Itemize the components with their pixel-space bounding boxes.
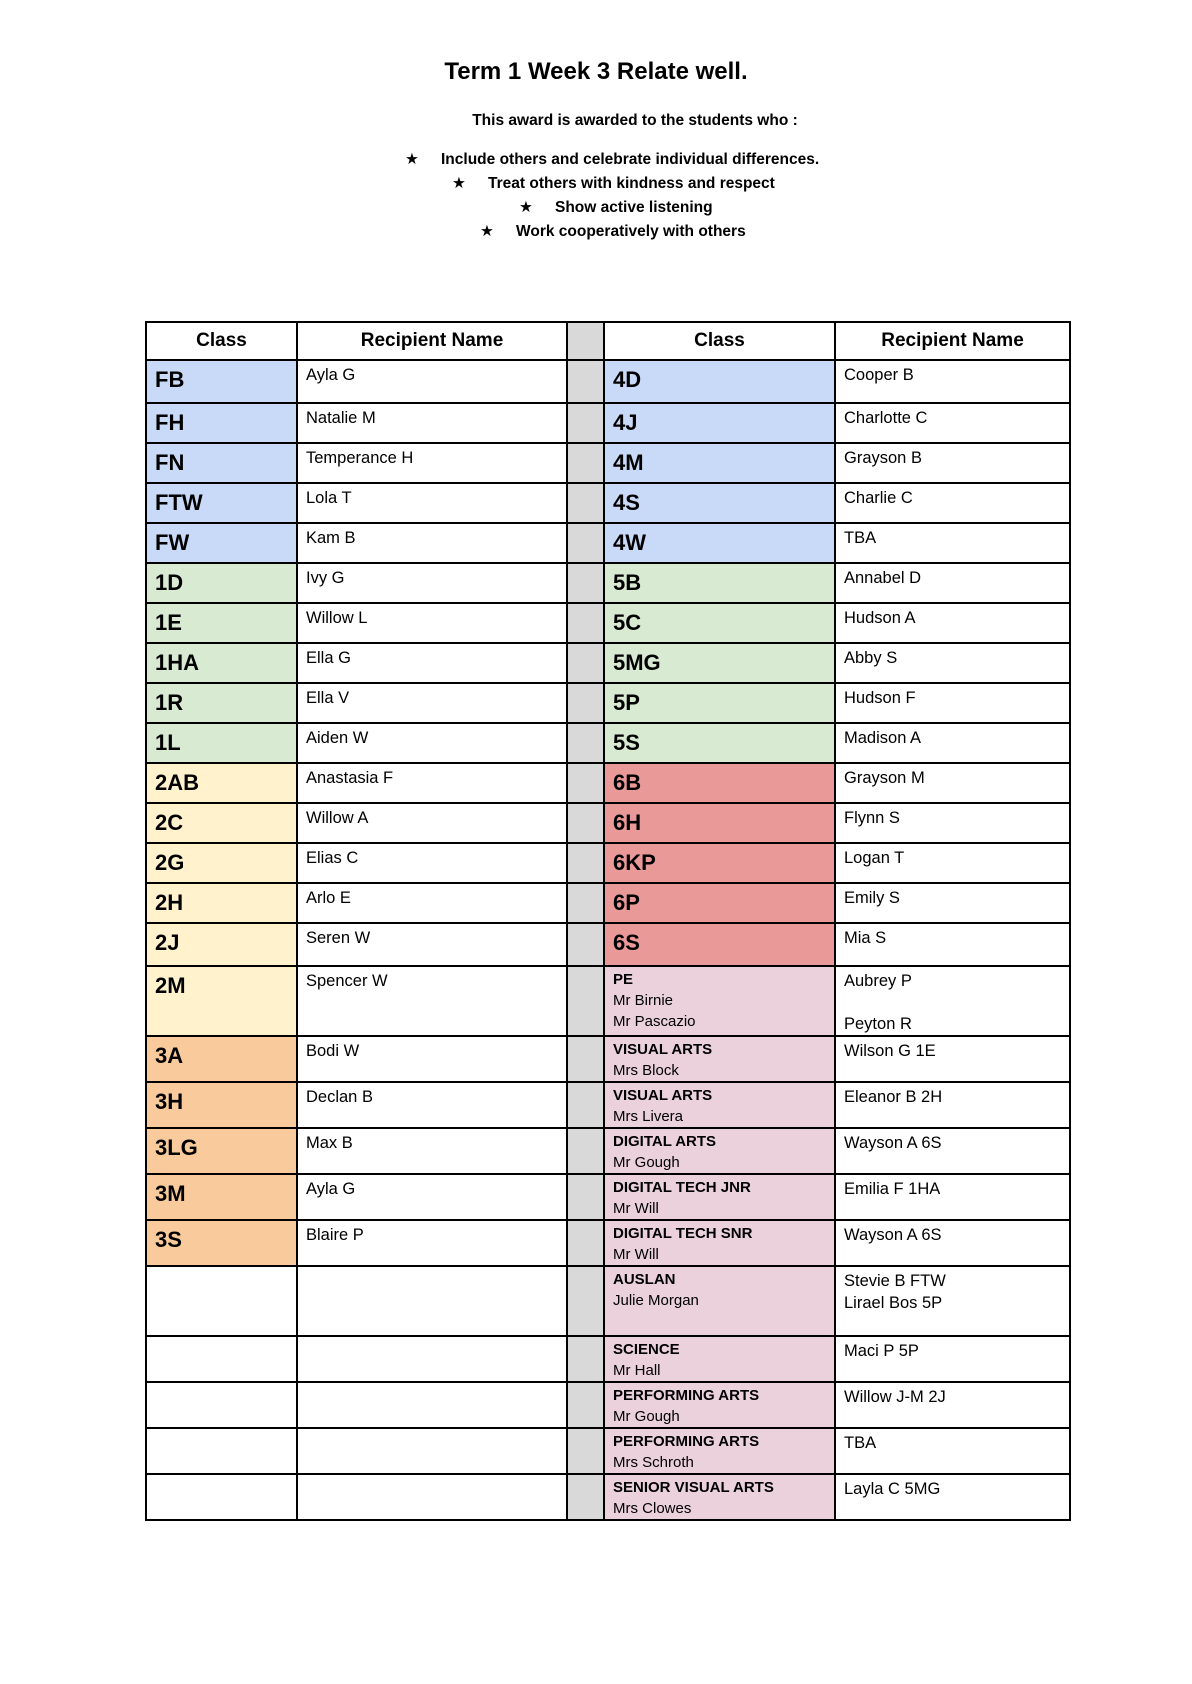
awards-table [145, 321, 1071, 1521]
table-row [146, 966, 1070, 1036]
class-cell: 2AB [146, 763, 297, 803]
spacer-cell [567, 966, 604, 1036]
recipient-cell: Blaire P [297, 1220, 567, 1266]
recipient-cell: Natalie M [297, 403, 567, 443]
table-row [146, 1220, 1070, 1266]
class-cell [146, 1266, 297, 1336]
class-cell: 5C [604, 603, 835, 643]
recipient-cell: Declan B [297, 1082, 567, 1128]
recipient-cell: Abby S [835, 643, 1070, 683]
star-icon: ★ [405, 151, 419, 168]
teacher-name: Mrs Livera [613, 1108, 684, 1126]
recipient-cell [297, 1336, 567, 1382]
recipient-cell: Charlie C [835, 483, 1070, 523]
specialist-cell [604, 1128, 835, 1174]
class-cell: 2M [146, 966, 297, 1036]
recipient-cell [297, 1428, 567, 1474]
recipient-name: Maci P 5P [844, 1342, 919, 1361]
spacer-cell [567, 843, 604, 883]
class-cell: 2H [146, 883, 297, 923]
class-cell: 2C [146, 803, 297, 843]
subject-label: PERFORMING ARTS [613, 1433, 760, 1451]
recipient-name: TBA [844, 1434, 877, 1453]
specialist-cell [604, 1382, 835, 1428]
recipient-cell: Hudson A [835, 603, 1070, 643]
class-cell [146, 1474, 297, 1520]
class-cell [146, 1336, 297, 1382]
spacer-cell [567, 1336, 604, 1382]
class-cell: 6B [604, 763, 835, 803]
recipient-cell: Temperance H [297, 443, 567, 483]
recipient-cell: Hudson F [835, 683, 1070, 723]
class-cell [146, 1428, 297, 1474]
recipient-cell: Mia S [835, 923, 1070, 966]
class-cell: 2J [146, 923, 297, 966]
class-cell: FW [146, 523, 297, 563]
spacer-cell [567, 1428, 604, 1474]
class-cell: 5P [604, 683, 835, 723]
table-row [146, 523, 1070, 563]
class-cell: 1HA [146, 643, 297, 683]
subject-label: SENIOR VISUAL ARTS [613, 1479, 774, 1497]
page-title: Term 1 Week 3 Relate well. [444, 58, 748, 85]
recipient-cell: Elias C [297, 843, 567, 883]
specialist-cell [604, 1174, 835, 1220]
subject-label: DIGITAL ARTS [613, 1133, 717, 1151]
recipient-cell: Willow L [297, 603, 567, 643]
spacer-cell [567, 1174, 604, 1220]
spacer-cell [567, 322, 604, 360]
spacer-cell [567, 1220, 604, 1266]
class-cell: 4M [604, 443, 835, 483]
class-cell: FH [146, 403, 297, 443]
teacher-name: Julie Morgan [613, 1292, 699, 1310]
subject-label: VISUAL ARTS [613, 1041, 713, 1059]
table-row [146, 1174, 1070, 1220]
spacer-cell [567, 883, 604, 923]
specialist-cell [604, 1428, 835, 1474]
table-row [146, 1336, 1070, 1382]
recipient-name: Aubrey P [844, 972, 912, 990]
recipient-cell [835, 966, 1070, 1036]
specialist-cell [604, 966, 835, 1036]
class-cell: 4J [604, 403, 835, 443]
class-cell: 6KP [604, 843, 835, 883]
recipient-cell [297, 1474, 567, 1520]
table-row [146, 643, 1070, 683]
teacher-name: Mr Birnie [613, 992, 674, 1009]
header-recipient: Recipient Name [297, 322, 567, 360]
class-cell: 3S [146, 1220, 297, 1266]
teacher-name: Mr Pascazio [613, 1013, 696, 1030]
table-row [146, 1128, 1070, 1174]
recipient-cell: Charlotte C [835, 403, 1070, 443]
specialist-cell [604, 1220, 835, 1266]
recipient-name: Eleanor B 2H [844, 1088, 943, 1107]
teacher-name: Mrs Schroth [613, 1454, 694, 1472]
teacher-name: Mr Hall [613, 1362, 661, 1380]
table-row [146, 883, 1070, 923]
table-row [146, 603, 1070, 643]
class-cell: 1E [146, 603, 297, 643]
class-cell: 1D [146, 563, 297, 603]
table-row [146, 763, 1070, 803]
spacer-cell [567, 403, 604, 443]
table-row [146, 843, 1070, 883]
recipient-cell: Willow A [297, 803, 567, 843]
subject-label: DIGITAL TECH SNR [613, 1225, 753, 1243]
spacer-cell [567, 523, 604, 563]
recipient-cell: Lola T [297, 483, 567, 523]
class-cell: 3LG [146, 1128, 297, 1174]
recipient-cell: Ayla G [297, 1174, 567, 1220]
class-cell: 1L [146, 723, 297, 763]
teacher-name: Mrs Block [613, 1062, 679, 1080]
recipient-cell: Flynn S [835, 803, 1070, 843]
table-row [146, 1036, 1070, 1082]
recipient-cell [835, 1174, 1070, 1220]
criteria-item: ★ Treat others with kindness and respect [452, 175, 775, 192]
class-cell: 4W [604, 523, 835, 563]
spacer-cell [567, 603, 604, 643]
recipient-cell: Seren W [297, 923, 567, 966]
class-cell: FB [146, 360, 297, 403]
recipient-cell: Anastasia F [297, 763, 567, 803]
table-row [146, 683, 1070, 723]
recipient-name: Peyton R [844, 1014, 912, 1033]
class-cell: 5MG [604, 643, 835, 683]
table-row [146, 923, 1070, 966]
specialist-cell [604, 1336, 835, 1382]
recipient-cell [835, 1128, 1070, 1174]
recipient-cell [835, 1382, 1070, 1428]
recipient-cell [835, 1428, 1070, 1474]
recipient-cell: Ivy G [297, 563, 567, 603]
recipient-cell: Ella G [297, 643, 567, 683]
recipient-cell: Cooper B [835, 360, 1070, 403]
spacer-cell [567, 360, 604, 403]
recipient-cell: Ella V [297, 683, 567, 723]
class-cell: 6S [604, 923, 835, 966]
table-row [146, 1082, 1070, 1128]
recipient-cell: Annabel D [835, 563, 1070, 603]
spacer-cell [567, 1036, 604, 1082]
recipient-cell [835, 1474, 1070, 1520]
table-row [146, 403, 1070, 443]
table-row [146, 1474, 1070, 1520]
recipient-cell: TBA [835, 523, 1070, 563]
table-row [146, 360, 1070, 403]
subject-label: AUSLAN [613, 1271, 676, 1289]
teacher-name: Mr Will [613, 1200, 659, 1218]
recipient-name: Layla C 5MG [844, 1480, 941, 1499]
subject-label: PERFORMING ARTS [613, 1387, 760, 1405]
header-class: Class [146, 322, 297, 360]
class-cell: FTW [146, 483, 297, 523]
recipient-name: Wilson G 1E [844, 1042, 936, 1061]
recipient-cell: Grayson B [835, 443, 1070, 483]
teacher-name: Mr Will [613, 1246, 659, 1264]
recipient-cell: Grayson M [835, 763, 1070, 803]
table-row [146, 443, 1070, 483]
class-cell: 3A [146, 1036, 297, 1082]
spacer-cell [567, 1382, 604, 1428]
recipient-name [844, 992, 1069, 1013]
class-cell: FN [146, 443, 297, 483]
recipient-name: Wayson A 6S [844, 1134, 942, 1153]
header-recipient: Recipient Name [835, 322, 1070, 360]
spacer-cell [567, 683, 604, 723]
recipient-name: Emilia F 1HA [844, 1180, 941, 1199]
class-cell: 5B [604, 563, 835, 603]
header-class: Class [604, 322, 835, 360]
spacer-cell [567, 1474, 604, 1520]
recipient-name: Wayson A 6S [844, 1226, 942, 1245]
recipient-cell: Spencer W [297, 966, 567, 1036]
table-row [146, 1382, 1070, 1428]
spacer-cell [567, 563, 604, 603]
star-icon: ★ [452, 175, 466, 192]
specialist-cell [604, 1082, 835, 1128]
recipient-cell: Kam B [297, 523, 567, 563]
star-icon: ★ [519, 199, 533, 216]
teacher-name: Mr Gough [613, 1408, 680, 1426]
recipient-cell: Max B [297, 1128, 567, 1174]
spacer-cell [567, 923, 604, 966]
table-row [146, 723, 1070, 763]
class-cell [146, 1382, 297, 1428]
spacer-cell [567, 763, 604, 803]
spacer-cell [567, 723, 604, 763]
subject-label: DIGITAL TECH JNR [613, 1179, 751, 1197]
recipient-cell [835, 1266, 1070, 1336]
recipient-cell: Logan T [835, 843, 1070, 883]
recipient-cell: Emily S [835, 883, 1070, 923]
spacer-cell [567, 1082, 604, 1128]
class-cell: 4D [604, 360, 835, 403]
spacer-cell [567, 803, 604, 843]
criteria-item: ★ Work cooperatively with others [480, 223, 746, 240]
table-row [146, 1428, 1070, 1474]
class-cell: 3M [146, 1174, 297, 1220]
class-cell: 2G [146, 843, 297, 883]
recipient-name: Stevie B FTW [844, 1272, 946, 1291]
recipient-cell [835, 1082, 1070, 1128]
recipient-cell [835, 1036, 1070, 1082]
recipient-cell [297, 1382, 567, 1428]
recipient-name: Lirael Bos 5P [844, 1293, 943, 1312]
table-row [146, 563, 1070, 603]
recipient-cell [297, 1266, 567, 1336]
class-cell: 6P [604, 883, 835, 923]
recipient-cell: Ayla G [297, 360, 567, 403]
specialist-cell [604, 1036, 835, 1082]
recipient-cell [835, 1220, 1070, 1266]
recipient-cell: Bodi W [297, 1036, 567, 1082]
spacer-cell [567, 1128, 604, 1174]
recipient-name: Willow J-M 2J [844, 1388, 946, 1407]
spacer-cell [567, 643, 604, 683]
teacher-name: Mrs Clowes [613, 1500, 692, 1518]
subject-label: VISUAL ARTS [613, 1087, 713, 1105]
class-cell: 1R [146, 683, 297, 723]
spacer-cell [567, 483, 604, 523]
recipient-cell: Arlo E [297, 883, 567, 923]
recipient-cell: Madison A [835, 723, 1070, 763]
award-description: This award is awarded to the students who : [472, 112, 798, 129]
class-cell: 4S [604, 483, 835, 523]
table-row [146, 803, 1070, 843]
class-cell: 5S [604, 723, 835, 763]
spacer-cell [567, 1266, 604, 1336]
subject-label: PE [613, 971, 634, 988]
specialist-cell [604, 1266, 835, 1336]
spacer-cell [567, 443, 604, 483]
teacher-name: Mr Gough [613, 1154, 680, 1172]
recipient-cell [835, 1336, 1070, 1382]
recipient-cell: Aiden W [297, 723, 567, 763]
table-row [146, 1266, 1070, 1336]
criteria-item: ★ Show active listening [519, 199, 713, 216]
subject-label: SCIENCE [613, 1341, 680, 1359]
class-cell: 3H [146, 1082, 297, 1128]
class-cell: 6H [604, 803, 835, 843]
specialist-cell [604, 1474, 835, 1520]
table-row [146, 483, 1070, 523]
table-header-row [146, 322, 1070, 360]
star-icon: ★ [480, 223, 494, 240]
criteria-item: ★ Include others and celebrate individual differences. [405, 151, 820, 168]
